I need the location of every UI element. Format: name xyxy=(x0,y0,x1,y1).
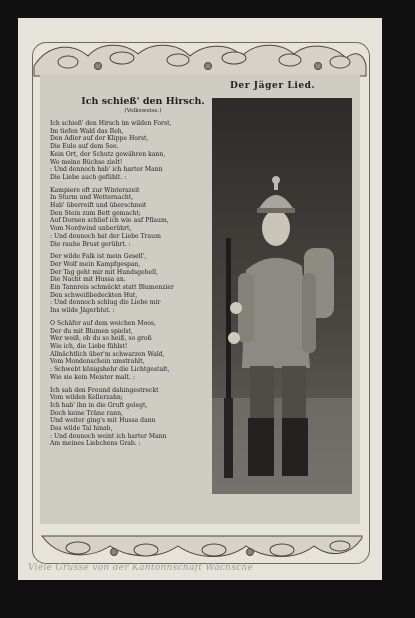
poem-line: Ein Tannreis schmückt statt Blumenzier xyxy=(50,284,174,292)
poem-line: Die Eule auf dem See. xyxy=(50,143,119,151)
poem-line: : Und dennoch hat der Liebe Traum xyxy=(50,232,161,240)
stanza-4 xyxy=(50,320,236,382)
poem-line: : Und dennoch schlug die Liebe mir xyxy=(50,299,161,307)
stanza-3 xyxy=(50,253,236,315)
poem-line: Wie sie kein Meister malt. : xyxy=(50,373,135,381)
poem-line: Ich schieß' den Hirsch im wilden Forst, xyxy=(50,120,172,127)
poem-line: Der du mit Blumen spielst, xyxy=(50,327,133,335)
handwritten-note: Viele Grüsse von der Kantonnschaft Wachsche xyxy=(28,563,254,573)
poem-line: Wie ich, die Liebe fühlst! xyxy=(50,342,128,350)
poem-line: Ins wilde Jägerblut. : xyxy=(50,307,115,315)
postcard xyxy=(18,18,382,580)
poem-line: Den Adler auf der Klippe Horst, xyxy=(50,135,149,143)
poem-line: Vom wilden Kellerzahn; xyxy=(50,394,123,402)
poem-line: Wer weiß, ob du so heiß, so groß xyxy=(50,335,152,343)
poem-line: Vom Nordwind unberührt, xyxy=(50,225,132,233)
poem-line: Den Stein zum Bett gemacht; xyxy=(50,209,141,217)
poem-line: Der Tag geht mir mit Hundsgebell, xyxy=(50,268,158,276)
bottom-oak-garland xyxy=(18,532,382,562)
poem-line: Die rauhe Brust gerührt. : xyxy=(50,240,131,248)
poem-line: Allnächtlich über'm schwarzen Wald, xyxy=(50,350,165,358)
photo-caption: Der Jäger Lied. xyxy=(230,81,316,91)
poem-line: Doch keine Träne rann, xyxy=(50,409,123,417)
poem-line: Den schweißbedeckten Hut, xyxy=(50,291,138,299)
poem-line: In Sturm und Wetternacht, xyxy=(50,194,134,202)
poem-line: : Und dennoch hab' ich harter Mann xyxy=(50,166,163,174)
poem-line: Kein Ort, der Schutz gewähren kann, xyxy=(50,150,166,158)
poem-line: Der Wolf mein Kampfgespan, xyxy=(50,260,141,268)
stanza-2 xyxy=(50,187,236,249)
poem-line: : Schwebt königshehr die Lichtgestalt, xyxy=(50,366,170,374)
poem-line: Hab' überreift und überschneit xyxy=(50,202,147,210)
poem-line: Ich sah den Freund dahingestreckt xyxy=(50,386,159,394)
poem-line: Auf Dornen schlief ich wie auf Pflaum, xyxy=(50,217,169,225)
poem-line: Und weiter ging's mit Hussa dann xyxy=(50,417,156,425)
poem-line: Ich hab' ihn in die Gruft gelegt, xyxy=(50,401,148,409)
poem xyxy=(50,96,236,521)
poem-line: Vom Mondenschein umstrahlt, xyxy=(50,358,145,366)
poem-line: O Schäfer auf dem weichen Moos, xyxy=(50,319,156,327)
poem-line: Kampiere oft zur Winterszeit xyxy=(50,186,140,194)
poem-title: Ich schieß' den Hirsch. xyxy=(81,96,205,107)
poem-subtitle: (Volksweise.) xyxy=(124,108,162,114)
poem-line: Die Liebe auch gefühlt. : xyxy=(50,173,127,181)
poem-line: Der wilde Falk ist mein Gesell', xyxy=(50,253,147,261)
stanza-5 xyxy=(50,387,236,449)
poem-line: Die Nacht mit Hussa an. xyxy=(50,276,126,284)
poem-line: : Und dennoch weint ich harter Mann xyxy=(50,432,167,440)
stanza-1 xyxy=(50,120,236,182)
poem-line: Am meines Liebchens Grab. : xyxy=(50,440,141,448)
soldier-photo xyxy=(212,98,352,494)
poem-line: Das wilde Tal hinab, xyxy=(50,425,113,433)
poem-line: Wo meine Büchse zielt! xyxy=(50,158,123,166)
poem-line: Im tiefen Wald das Reh, xyxy=(50,127,124,135)
